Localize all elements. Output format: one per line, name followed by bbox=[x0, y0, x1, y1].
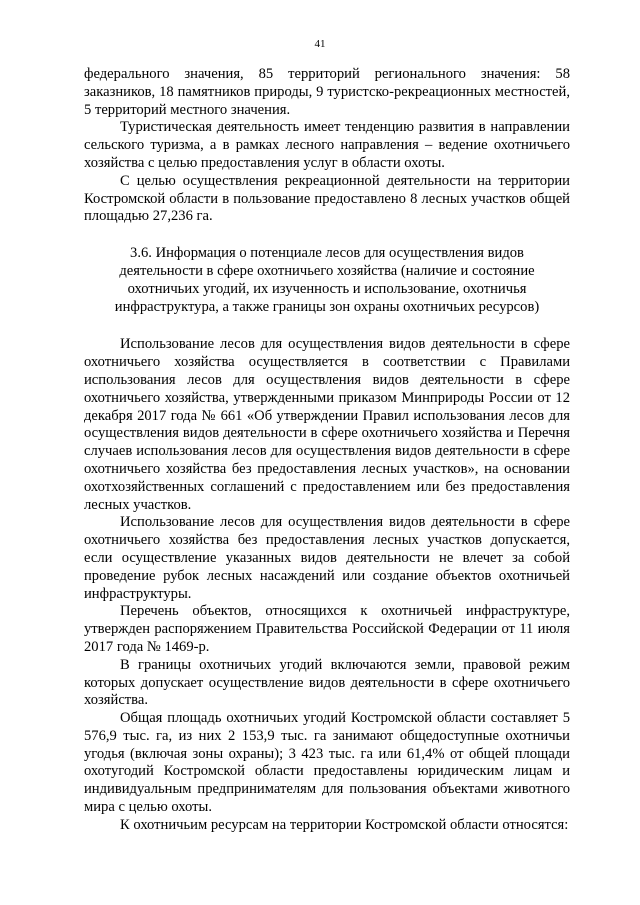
paragraph-use-without-plots: Использование лесов для осуществления видов деятельности в сфере охотничьего хозяйства без предоставления лесных участков допускается, если осуществление указанных видов деятельности не влечет за собой проведение рубок лесных насаждений или создание объектов охотничьей инфраструктуры. bbox=[84, 514, 570, 602]
paragraph-tourism: Туристическая деятельность имеет тенденцию развития в направлении сельского туризма, а в рамках лесного направления – ведение охотничьего хозяйства с целью предоставления услуг в области охоты. bbox=[84, 119, 570, 171]
paragraph-forest-use-rules: Использование лесов для осуществления видов деятельности в сфере охотничьего хозяйства осуществляется в соответствии с Правилами использования лесов для осуществления видов деятельности в сфере охотничьего хозяйства, утвержденными приказом Минприроды России от 12 декабря 2017 года № 661 «Об утверждении Правил использования лесов для осуществления видов деятельности в сфере охотничьего хозяйства и Перечня случаев использования лесов для осуществления видов деятельности в сфере охотничьего хозяйства без предоставления лесных участков», на основании охотхозяйственных соглашений с предоставлением или без предоставления лесных участков. bbox=[84, 336, 570, 513]
section-heading-3-6: 3.6. Информация о потенциале лесов для осуществления видов деятельности в сфере охотничьего хозяйства (наличие и состояние охотничьих угодий, их изученность и использование, охотничья инфраструктура, а также границы зон охраны охотничьих ресурсов) bbox=[114, 245, 540, 315]
paragraph-protected-areas-continued: федерального значения, 85 территорий регионального значения: 58 заказников, 18 памятников природы, 9 туристско-рекреационных местностей, 5 территорий местного значения. bbox=[84, 66, 570, 118]
paragraph-hunting-grounds-area: Общая площадь охотничьих угодий Костромской области составляет 5 576,9 тыс. га, из них 2 153,9 тыс. га занимают общедоступные охотничьи угодья (включая зоны охраны); 3 423 тыс. га или 61,4% от общей площади охотугодий Костромской области предоставлены юридическим лицам и индивидуальным предпринимателям для пользования объектами животного мира с целью охоты. bbox=[84, 710, 570, 816]
paragraph-hunting-resources-intro: К охотничьим ресурсам на территории Костромской области относятся: bbox=[120, 816, 569, 833]
paragraph-hunting-grounds-boundaries: В границы охотничьих угодий включаются земли, правовой режим которых допускает осуществление видов деятельности в сфере охотничьего хозяйства. bbox=[84, 656, 570, 709]
document-body bbox=[84, 66, 570, 835]
page-number: 41 bbox=[314, 38, 326, 50]
paragraph-infrastructure-list: Перечень объектов, относящихся к охотничьей инфраструктуре, утвержден распоряжением Правительства Российской Федерации от 11 июля 2017 года № 1469-р. bbox=[84, 603, 570, 655]
paragraph-recreation-plots: С целью осуществления рекреационной деятельности на территории Костромской области в пользование предоставлено 8 лесных участков общей площадью 27,236 га. bbox=[84, 172, 570, 225]
